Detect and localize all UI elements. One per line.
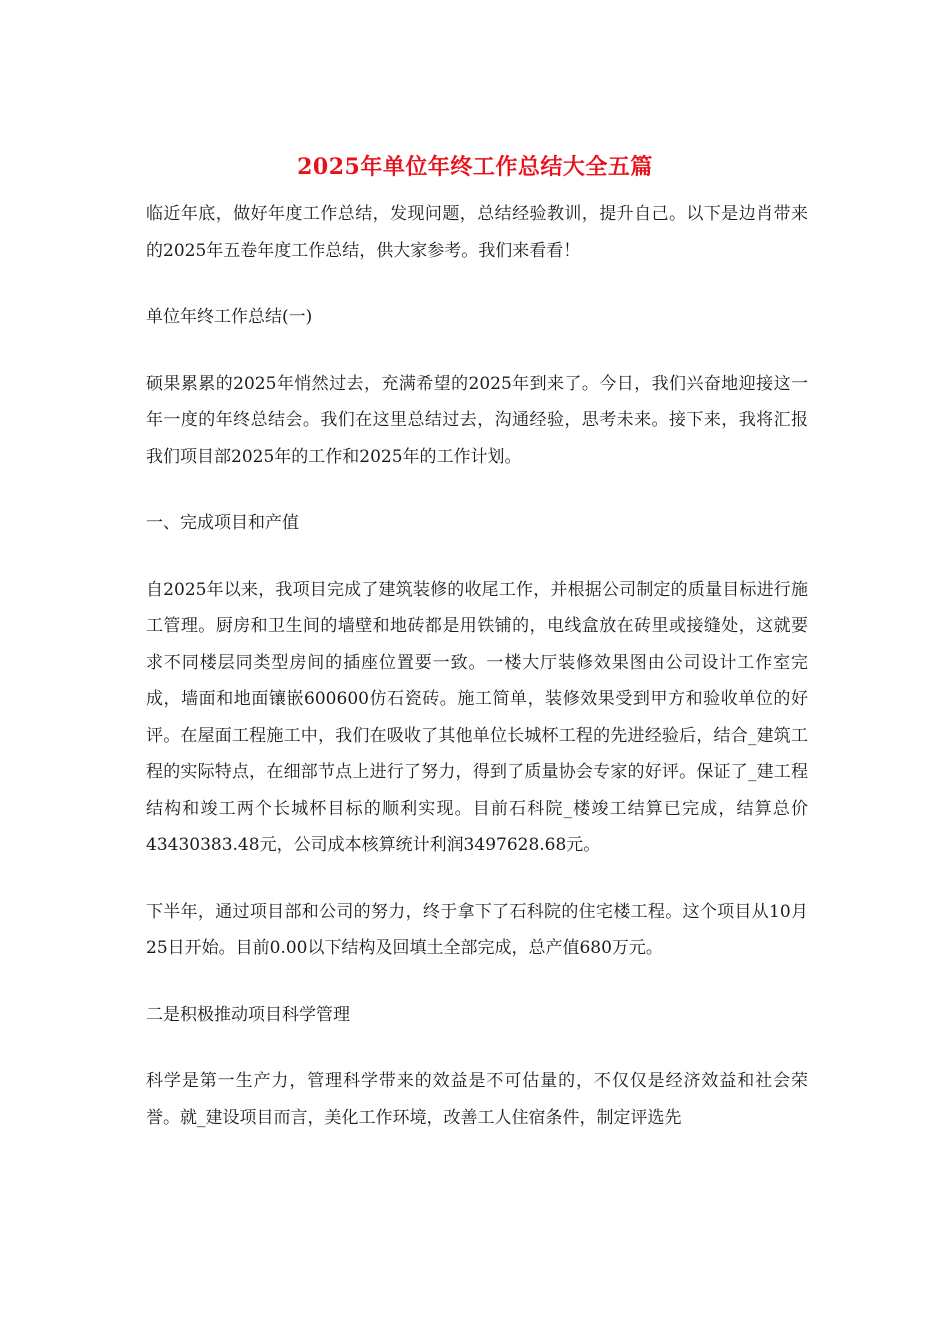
- section-heading-projects-output: 一、完成项目和产值: [146, 513, 299, 533]
- section-heading-scientific-management: 二是积极推动项目科学管理: [146, 1004, 350, 1025]
- document-body: [146, 196, 808, 1136]
- management-paragraph: 科学是第一生产力，管理科学带来的效益是不可估量的，不仅仅是经济效益和社会荣誉。就_建设项目而言，美化工作环境，改善工人住宿条件，制定评选先: [146, 1071, 808, 1128]
- projects-paragraph: 自2025年以来，我项目完成了建筑装修的收尾工作，并根据公司制定的质量目标进行施工管理。厨房和卫生间的墙壁和地砖都是用铁铺的，电线盒放在砖里或接缝处，这就要求不同楼层同类型房间的插座位置要一致。一楼大厅装修效果图由公司设计工作室完成，墙面和地面镶嵌600600仿石瓷砖。施工简单，装修效果受到甲方和验收单位的好评。在屋面工程施工中，我们在吸收了其他单位长城杯工程的先进经验后，结合_建筑工程的实际特点，在细部节点上进行了努力，得到了质量协会专家的好评。保证了_建工程结构和竣工两个长城杯目标的顺利实现。目前石科院_楼竣工结算已完成，结算总价43430383.48元，公司成本核算统计利润3497628.68元。: [146, 579, 808, 855]
- intro-paragraph: 临近年底，做好年度工作总结，发现问题，总结经验教训，提升自己。以下是边肖带来的2025年五卷年度工作总结，供大家参考。我们来看看！: [146, 204, 808, 261]
- document-title: 2025年单位年终工作总结大全五篇: [297, 154, 653, 180]
- second-half-paragraph: 下半年，通过项目部和公司的努力，终于拿下了石科院的住宅楼工程。这个项目从10月25日开始。目前0.00以下结构及回填土全部完成，总产值680万元。: [146, 901, 808, 958]
- section-heading-part-one: 单位年终工作总结(一): [146, 307, 313, 327]
- opening-paragraph: 硕果累累的2025年悄然过去，充满希望的2025年到来了。今日，我们兴奋地迎接这一年一度的年终总结会。我们在这里总结过去，沟通经验，思考未来。接下来，我将汇报我们项目部2025年的工作和2025年的工作计划。: [146, 373, 808, 467]
